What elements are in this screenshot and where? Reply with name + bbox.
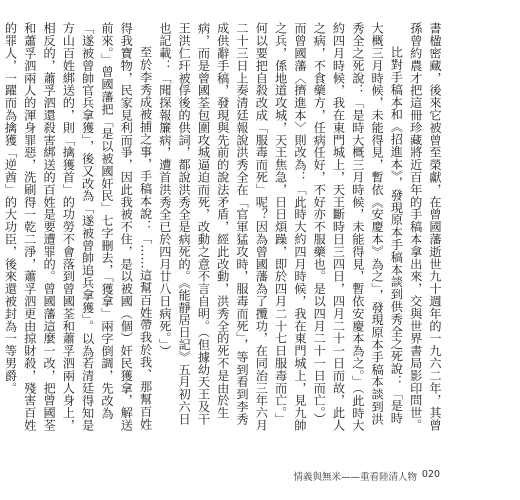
paragraph: 比對手稿本和《招進本》，發現原本手稿本談到供秀全之死說：「是時大概三月時候，未能得見，暫依《安慶本》為之」，發現原本手稿本談到洪秀全之死說：「是時大概三月時候，未能得見，暫依安慶本為之。」（此時大約四月時候，我在東門城上，天王斷時日三四日，四月二十一日而故，此人之病，不食藥方，任病任好，不好亦不服藥也。是以四月二十一日而亡。）而曾國藩〈擠進本〉則改為：「此時大約四月時候，我在東門城上，見九帥之兵，係地道攻城，天王焦急，日日煩躁，即於四月二十七日服毒而亡。」何以要把自殺改成「服毒而死」呢？因為曾國藩為了攬功，在同治三年六月二十三日上奏清廷報說洪秀全在「官軍猛攻時，服毒而死」，等到看到李秀成供辭手稿，發現與先前的說法矛盾，經此改動，洪秀全的死不是由於生病，而是曾國荃包圍攻城逼迫而死，改動之意不言自明。（但據幼天王及干王洪仁玕被俘後的供詞，都說洪秀全是病死的。《能靜居日記》五月初六日也記載：「聞探報簾病，遭首洪秀全已於四月廿八日病死。」） [157, 22, 404, 432]
page-number: 020 [421, 469, 440, 480]
paragraph: 至於李秀成被捕之事，手稿本說：「......這幫百姓帶我於我、那幫百姓得我寶物，民家見利而爭，因此我被不住，是以被國（個）奸民獲拿，解送前來。」曾國藩把「是以被國奸民」七字刪去，「獲拿」兩字倒調，先改為「遂被曾帥官兵拿獲」，後又改為「遂被曾帥追兵拿獲」。以為若清廷得知是方山百姓綁送的，則「擒獲首」的功勞不會落到曾國荃和蕭孚泗兩人身上，相反的，蕭孚泗還殺害綁送的百姓是要遭罪的。曾國藩這麼一改，把曾國荃和蕭孚泗兩人的渾身罪惡，洗刷得一乾二淨，蕭孚泗更由掠財殺，殘害百姓的罪人，一躍而為擒獲「逆酋」的大功臣，後來還被封為一等男爵。 [3, 22, 153, 432]
vertical-text-body [3, 22, 444, 437]
page-footer [0, 469, 520, 485]
paragraph: 書楹密藏，後來它被曾至榮獻，在曾國藩逝世九十週年的一九六二年，其曾孫曾約農才把這冊珍藏將近百年的手稿本拿出來，交與世界書局影印問世。 [408, 22, 442, 432]
running-title: 情義與無米——重看陸清人物 [293, 472, 417, 483]
